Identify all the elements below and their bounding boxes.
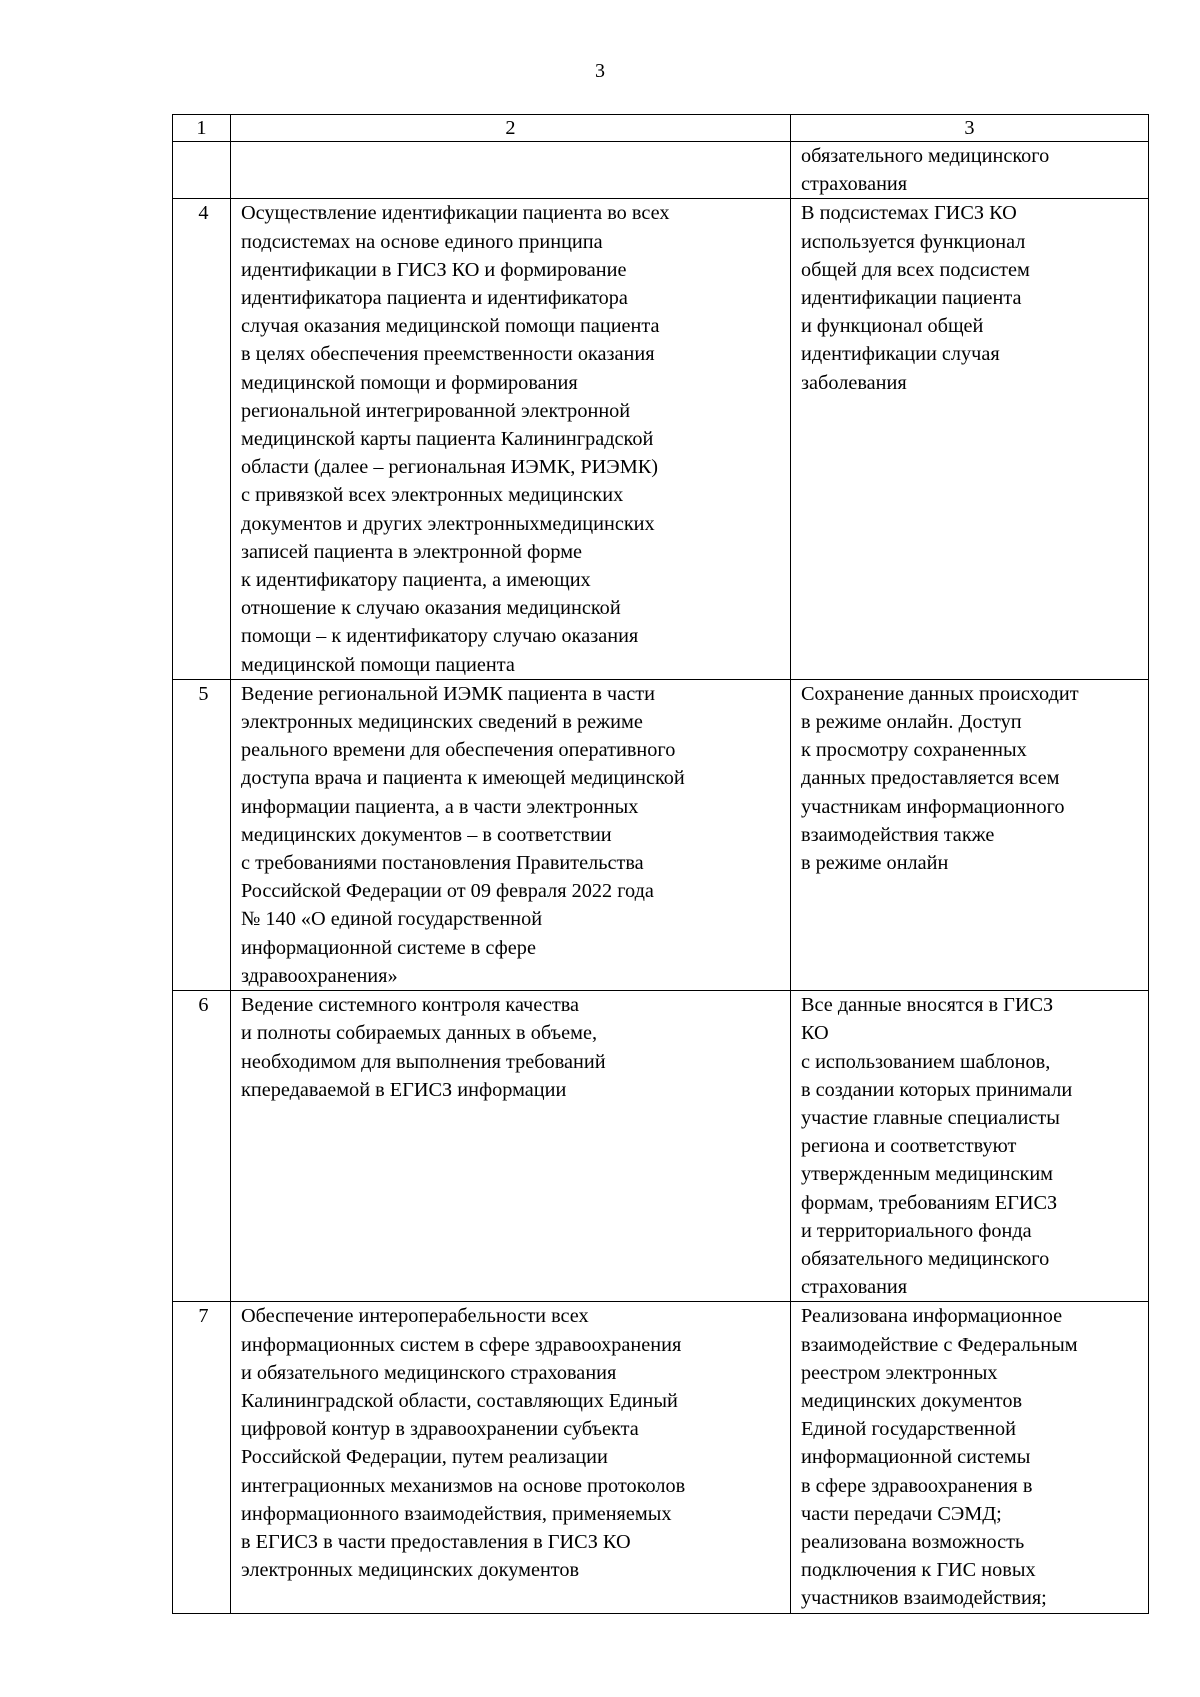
row-number: 7 xyxy=(173,1302,231,1613)
implementation-cell: Сохранение данных происходит в режиме онлайн. Доступ к просмотру сохраненных данных предоставляется всем участникам информационного взаимодействия также в режиме онлайн xyxy=(791,679,1149,990)
implementation-cell: обязательного медицинского страхования xyxy=(791,142,1149,199)
requirement-cell: Ведение системного контроля качества и полноты собираемых данных в объеме, необходимом для выполнения требований кпередаваемой в ЕГИСЗ информации xyxy=(231,991,791,1302)
row-number: 4 xyxy=(173,199,231,679)
requirement-cell xyxy=(231,142,791,199)
requirement-cell: Осуществление идентификации пациента во всех подсистемах на основе единого принципа идентификации в ГИСЗ КО и формирование идентификатора пациента и идентификатора случая оказания медицинской помощи пациента в целях обеспечения преемственности оказания медицинской помощи и формирования региональной интегрированной электронной медицинской карты пациента Калининградской области (далее – региональная ИЭМК, РИЭМК) с привязкой всех электронных медицинских документов и других электронныхмедицинских записей пациента в электронной форме к идентификатору пациента, а имеющих отношение к случаю оказания медицинской помощи – к идентификатору случаю оказания медицинской помощи пациента xyxy=(231,199,791,679)
requirement-cell: Ведение региональной ИЭМК пациента в части электронных медицинских сведений в режиме реального времени для обеспечения оперативного доступа врача и пациента к имеющей медицинской информации пациента, а в части электронных медицинских документов – в соответствии с требованиями постановления Правительства Российской Федерации от 09 февраля 2022 года № 140 «О единой государственной информационной системе в сфере здравоохранения» xyxy=(231,679,791,990)
table-row xyxy=(173,991,1149,1302)
row-number xyxy=(173,142,231,199)
implementation-cell: Все данные вносятся в ГИСЗ КО с использованием шаблонов, в создании которых принимали участие главные специалисты региона и соответствуют утвержденным медицинским формам, требованиям ЕГИСЗ и территориального фонда обязательного медицинского страхования xyxy=(791,991,1149,1302)
header-cell-1: 1 xyxy=(173,115,231,142)
table-row xyxy=(173,1302,1149,1613)
row-number: 6 xyxy=(173,991,231,1302)
table-row xyxy=(173,679,1149,990)
table-header-row xyxy=(173,115,1149,142)
table-row xyxy=(173,142,1149,199)
row-number: 5 xyxy=(173,679,231,990)
page-number: 3 xyxy=(595,60,605,82)
implementation-cell: Реализована информационное взаимодействие с Федеральным реестром электронных медицинских документов Единой государственной информационной системы в сфере здравоохранения в части передачи СЭМД; реализована возможность подключения к ГИС новых участников взаимодействия; xyxy=(791,1302,1149,1613)
table-row xyxy=(173,199,1149,679)
header-cell-3: 3 xyxy=(791,115,1149,142)
requirement-cell: Обеспечение интероперабельности всех информационных систем в сфере здравоохранения и обязательного медицинского страхования Калининградской области, составляющих Единый цифровой контур в здравоохранении субъекта Российской Федерации, путем реализации интеграционных механизмов на основе протоколов информационного взаимодействия, применяемых в ЕГИСЗ в части предоставления в ГИСЗ КО электронных медицинских документов xyxy=(231,1302,791,1613)
header-cell-2: 2 xyxy=(231,115,791,142)
document-table xyxy=(172,114,1149,1614)
implementation-cell: В подсистемах ГИСЗ КО используется функционал общей для всех подсистем идентификации пациента и функционал общей идентификации случая заболевания xyxy=(791,199,1149,679)
